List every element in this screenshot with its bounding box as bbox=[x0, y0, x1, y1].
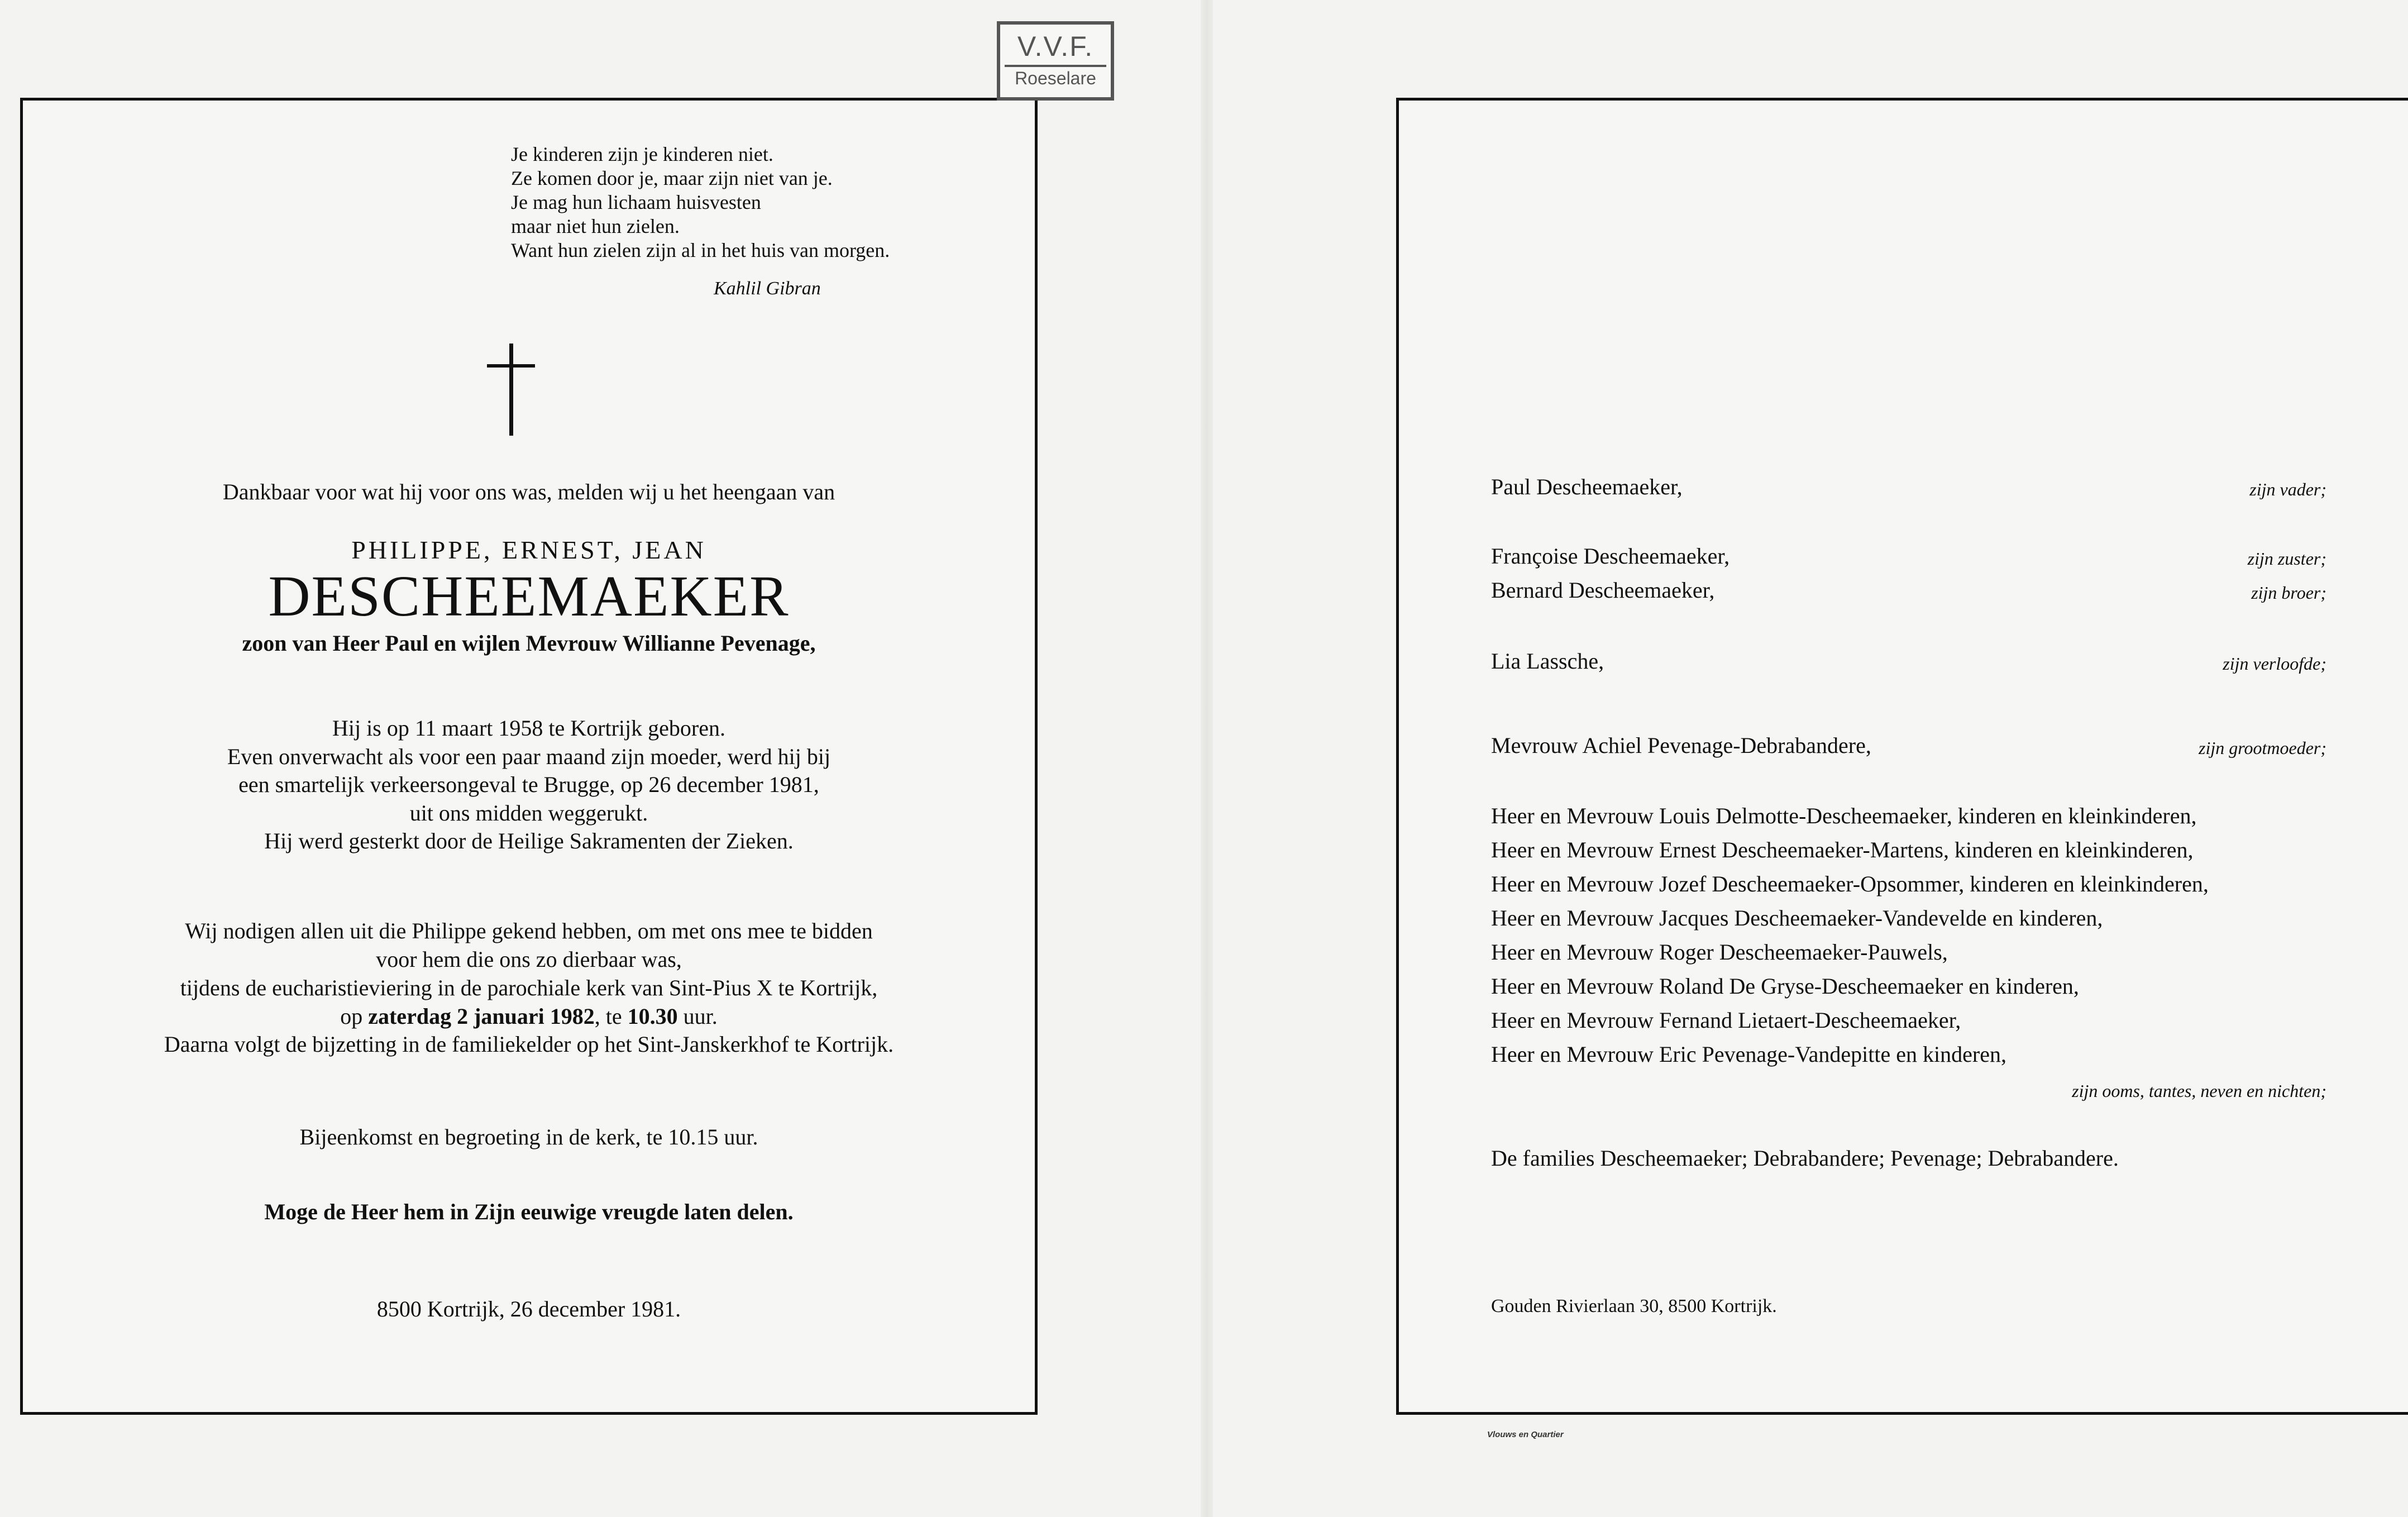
family-relation: zijn ooms, tantes, neven en nichten; bbox=[2072, 1081, 2326, 1101]
invite-line: Wij nodigen allen uit die Philippe gekend hebben, om met ons mee te bidden bbox=[185, 918, 873, 943]
gathering-text: Bijeenkomst en begroeting in de kerk, te 10.15 uur. bbox=[299, 1124, 758, 1149]
poem-line: maar niet hun zielen. bbox=[511, 215, 680, 237]
stamp-line2: Roeselare bbox=[1005, 65, 1106, 89]
mourner-relation: zijn vader; bbox=[2249, 479, 2326, 499]
invite-date-mid: , te bbox=[594, 1004, 628, 1029]
poem-line: Ze komen door je, maar zijn niet van je. bbox=[511, 167, 833, 189]
mourner-name: Lia Lassche, bbox=[1491, 648, 1604, 674]
deceased-parents: zoon van Heer Paul en wijlen Mevrouw Willianne Pevenage, bbox=[242, 631, 816, 656]
invite-date-prefix: op bbox=[340, 1004, 369, 1029]
family-line: Heer en Mevrouw Jozef Descheemaeker-Opsommer, kinderen en kleinkinderen, bbox=[1491, 871, 2209, 896]
intro-text: Dankbaar voor wat hij voor ons was, melden wij u het heengaan van bbox=[222, 479, 835, 504]
mourner-relation: zijn verloofde; bbox=[2223, 653, 2326, 674]
mourner-name: Mevrouw Achiel Pevenage-Debrabandere, bbox=[1491, 733, 1871, 758]
blessing-text: Moge de Heer hem in Zijn eeuwige vreugde laten delen. bbox=[264, 1199, 794, 1224]
deceased-first-names: PHILIPPE, ERNEST, JEAN bbox=[351, 536, 706, 564]
families-text: De families Descheemaeker; Debrabandere; Pevenage; Debrabandere. bbox=[1491, 1146, 2119, 1171]
poem-line: Je mag hun lichaam huisvesten bbox=[511, 191, 761, 213]
mourner-name: Paul Descheemaeker, bbox=[1491, 474, 1683, 499]
family-line: Heer en Mevrouw Eric Pevenage-Vandepitte en kinderen, bbox=[1491, 1042, 2006, 1067]
family-line: Heer en Mevrouw Ernest Descheemaeker-Martens, kinderen en kleinkinderen, bbox=[1491, 837, 2194, 862]
page-fold bbox=[1201, 0, 1213, 1517]
invite-line: tijdens de eucharistieviering in de parochiale kerk van Sint-Pius X te Kortrijk, bbox=[180, 975, 878, 1000]
family-line: Heer en Mevrouw Fernand Lietaert-Descheemaeker, bbox=[1491, 1008, 1961, 1033]
invite-date-line bbox=[20, 1003, 1038, 1030]
invite-time: 10.30 bbox=[627, 1004, 678, 1029]
mourner-relation: zijn broer; bbox=[2251, 583, 2326, 603]
publisher-mark: Vlouws en Quartier bbox=[1487, 1430, 1564, 1439]
place-date: 8500 Kortrijk, 26 december 1981. bbox=[376, 1296, 681, 1322]
invite-date: zaterdag 2 januari 1982 bbox=[368, 1004, 595, 1029]
bio-line: uit ons midden weggerukt. bbox=[409, 800, 648, 826]
bio-line: een smartelijk verkeersongeval te Brugge, op 26 december 1981, bbox=[238, 772, 819, 797]
deceased-surname: DESCHEEMAEKER bbox=[268, 564, 790, 628]
stamp-line1: V.V.F. bbox=[1017, 31, 1094, 62]
family-line: Heer en Mevrouw Jacques Descheemaeker-Vandevelde en kinderen, bbox=[1491, 905, 2103, 931]
address-text: Gouden Rivierlaan 30, 8500 Kortrijk. bbox=[1491, 1296, 1777, 1316]
cross-icon-bar bbox=[487, 364, 535, 368]
bio-line: Hij werd gesterkt door de Heilige Sakramenten der Zieken. bbox=[264, 828, 794, 853]
invite-date-suffix: uur. bbox=[677, 1004, 718, 1029]
family-line: Heer en Mevrouw Louis Delmotte-Descheemaeker, kinderen en kleinkinderen, bbox=[1491, 803, 2197, 828]
invite-line: voor hem die ons zo dierbaar was, bbox=[376, 947, 682, 972]
mourner-relation: zijn grootmoeder; bbox=[2198, 738, 2326, 758]
poem-line: Want hun zielen zijn al in het huis van morgen. bbox=[511, 239, 890, 261]
bio-line: Even onverwacht als voor een paar maand zijn moeder, werd hij bij bbox=[227, 744, 831, 769]
burial-text: Daarna volgt de bijzetting in de familiekelder op het Sint-Janskerkhof te Kortrijk. bbox=[164, 1032, 894, 1057]
mourner-name: Françoise Descheemaeker, bbox=[1491, 543, 1730, 569]
mourner-name: Bernard Descheemaeker, bbox=[1491, 578, 1715, 603]
family-line: Heer en Mevrouw Roger Descheemaeker-Pauwels, bbox=[1491, 939, 1948, 965]
vvf-stamp bbox=[997, 21, 1114, 101]
mourner-relation: zijn zuster; bbox=[2247, 548, 2326, 569]
family-line: Heer en Mevrouw Roland De Gryse-Descheemaeker en kinderen, bbox=[1491, 974, 2079, 999]
poem-line: Je kinderen zijn je kinderen niet. bbox=[511, 143, 773, 165]
cross-icon bbox=[509, 344, 513, 436]
poem-author: Kahlil Gibran bbox=[714, 278, 821, 299]
bio-line: Hij is op 11 maart 1958 te Kortrijk geboren. bbox=[332, 715, 725, 741]
